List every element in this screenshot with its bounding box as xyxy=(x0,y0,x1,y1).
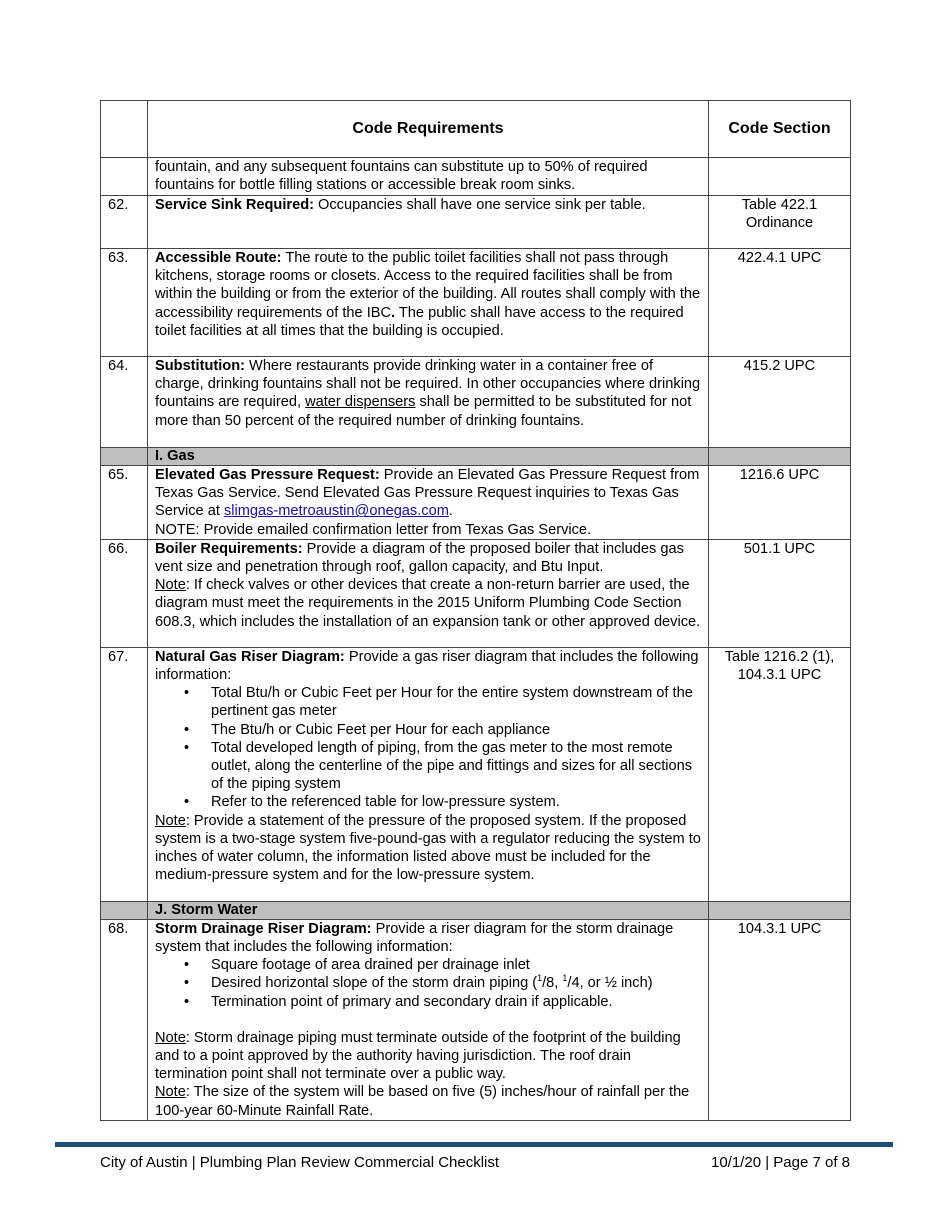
list-item: • Total Btu/h or Cubic Feet per Hour for the entire system downstream of the pertinent gas meter xyxy=(211,684,701,720)
requirement-title: Substitution: xyxy=(155,358,245,374)
code-section: 501.1 UPC xyxy=(709,539,851,647)
requirement-title: Elevated Gas Pressure Request: xyxy=(155,467,380,483)
row-number: 68. xyxy=(101,919,148,1120)
row-number: 63. xyxy=(101,249,148,357)
table-row xyxy=(101,196,851,249)
header-requirements: Code Requirements xyxy=(148,101,709,158)
requirement-text: Accessible Route: The route to the public toilet facilities shall not pass through kitchens, storage rooms or closets. Access to the required facilities shall be from within the building or from the exterior of the building. All routes shall comply with the accessibility requirements of the IBC. The public shall have access to the required toilet facilities at all times that the building is occupied. xyxy=(148,249,709,357)
list-item: • The Btu/h or Cubic Feet per Hour for each appliance xyxy=(211,721,701,739)
section-heading: I. Gas xyxy=(148,448,709,466)
table-row xyxy=(101,357,851,448)
header-section: Code Section xyxy=(709,101,851,158)
code-requirements-table xyxy=(100,100,851,1121)
requirement-text: Storm Drainage Riser Diagram: Provide a riser diagram for the storm drainage system that includes the following information: • Square footage of area drained per drainage inlet • Desired horizontal slope of the storm drain piping ($^1$/8, $^1$/4, or ½ inch) • Termination point of primary and secondary drain if applicable. Note: Storm drainage piping must terminate outside of the footprint of the building and to a point approved by the authority having jurisdiction. The roof drain termination point shall not terminate over a public way. Note: The size of the system will be based on five (5) inches/hour of rainfall per the 100-year 60-Minute Rainfall Rate. xyxy=(148,919,709,1120)
section-band-storm xyxy=(101,901,851,919)
requirement-text: Natural Gas Riser Diagram: Provide a gas riser diagram that includes the following information: • Total Btu/h or Cubic Feet per Hour for the entire system downstream of the pertinent gas meter • The Btu/h or Cubic Feet per Hour for each appliance • Total developed length of piping, from the gas meter to the most remote outlet, along the centerline of the pipe and fittings and sizes for all sections of the piping system • Refer to the referenced table for low-pressure system. Note: Provide a statement of the pressure of the proposed system. If the proposed system is a two-stage system five-pound-gas with a regulator reducing the system to inches of water column, the information listed above must be included for the medium-pressure system and for the low-pressure system. xyxy=(148,647,709,901)
code-section: 422.4.1 UPC xyxy=(709,249,851,357)
table-row xyxy=(101,249,851,357)
requirement-text: Service Sink Required: Occupancies shall have one service sink per table. xyxy=(148,196,709,249)
footer-rule xyxy=(55,1142,893,1147)
header-num-cell xyxy=(101,101,148,158)
table-row xyxy=(101,539,851,647)
email-link[interactable]: slimgas-metroaustin@onegas.com xyxy=(223,503,449,520)
table-row xyxy=(101,647,851,901)
list-item: • Total developed length of piping, from the gas meter to the most remote outlet, along the centerline of the pipe and fittings and sizes for all sections of the piping system xyxy=(211,739,701,794)
table-header-row xyxy=(101,101,851,158)
requirement-title: Accessible Route: xyxy=(155,250,282,266)
list-item: • Desired horizontal slope of the storm drain piping ($^1$/8, $^1$/4, or ½ inch) xyxy=(211,974,701,992)
footer-page-info: 10/1/20 | Page 7 of 8 xyxy=(710,1154,850,1171)
table-row xyxy=(101,158,851,196)
row-number: 62. xyxy=(101,196,148,249)
requirement-title: Storm Drainage Riser Diagram: xyxy=(155,920,372,937)
table-row xyxy=(101,466,851,540)
bullet-list xyxy=(155,684,701,811)
row-number: 65. xyxy=(101,466,148,540)
table-row xyxy=(101,919,851,1120)
row-number: 64. xyxy=(101,357,148,448)
section-band-gas xyxy=(101,448,851,466)
requirement-title: Service Sink Required: xyxy=(155,197,314,213)
requirement-text: Elevated Gas Pressure Request: Provide an Elevated Gas Pressure Request from Texas Gas Service. Send Elevated Gas Pressure Request inquiries to Texas Gas Service at slimgas-metroaustin@onegas.com. NOTE: Provide emailed confirmation letter from Texas Gas Service. xyxy=(148,466,709,540)
footer-title: City of Austin | Plumbing Plan Review Commercial Checklist xyxy=(100,1154,500,1171)
requirement-title: Natural Gas Riser Diagram: xyxy=(155,648,345,665)
bullet-list xyxy=(155,956,701,1011)
row-number: 67. xyxy=(101,647,148,901)
code-section: Table 422.1 Ordinance xyxy=(709,196,851,249)
list-item: • Refer to the referenced table for low-pressure system. xyxy=(211,793,701,811)
code-section: 104.3.1 UPC xyxy=(709,919,851,1120)
requirement-title: Boiler Requirements: xyxy=(155,540,303,557)
code-section: Table 1216.2 (1), 104.3.1 UPC xyxy=(709,647,851,901)
requirement-text: Substitution: Where restaurants provide drinking water in a container free of charge, drinking fountains shall not be required. In other occupancies where drinking fountains are required, water dispensers shall be permitted to be substituted for not more than 50 percent of the required number of drinking fountains. xyxy=(148,357,709,448)
list-item: • Termination point of primary and secondary drain if applicable. xyxy=(211,993,701,1011)
continuation-text: fountain, and any subsequent fountains can substitute up to 50% of required fountains for bottle filling stations or accessible break room sinks. xyxy=(148,158,709,196)
code-section: 415.2 UPC xyxy=(709,357,851,448)
requirement-text: Boiler Requirements: Provide a diagram of the proposed boiler that includes gas vent size and penetration through roof, gallon capacity, and Btu Input. Note: If check valves or other devices that create a non-return barrier are used, the diagram must meet the requirements in the 2015 Uniform Plumbing Code Section 608.3, which includes the installation of an expansion tank or other approved device. xyxy=(148,539,709,647)
code-section: 1216.6 UPC xyxy=(709,466,851,540)
list-item: • Square footage of area drained per drainage inlet xyxy=(211,956,701,974)
section-heading: J. Storm Water xyxy=(148,901,709,919)
row-number: 66. xyxy=(101,539,148,647)
